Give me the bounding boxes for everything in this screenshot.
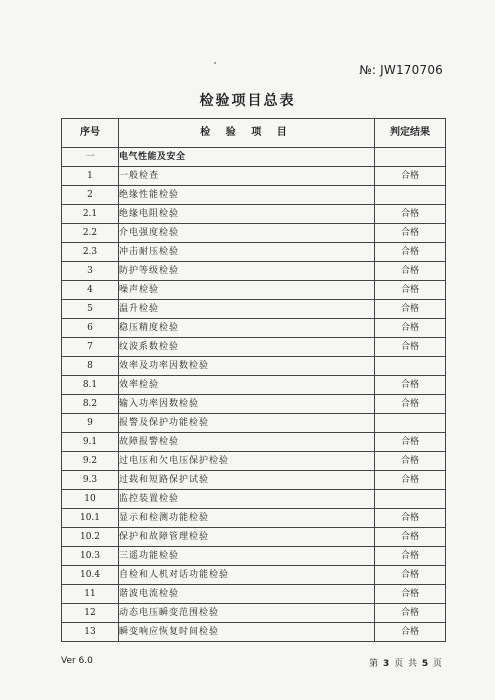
row-item: 输入功率因数检验 (119, 395, 375, 414)
table-row (62, 452, 446, 471)
row-item: 自检和人机对话功能检验 (119, 566, 375, 585)
table-row (62, 262, 446, 281)
row-seq: 10.2 (62, 528, 119, 547)
table-row (62, 167, 446, 186)
row-seq: 3 (62, 262, 119, 281)
row-result: 合格 (375, 547, 446, 566)
table-row (62, 490, 446, 509)
row-item: 显示和检测功能检验 (119, 509, 375, 528)
page-prefix: 第 (369, 659, 380, 669)
row-result: 合格 (375, 604, 446, 623)
row-seq: 2.3 (62, 243, 119, 262)
row-result: 合格 (375, 509, 446, 528)
table-row (62, 471, 446, 490)
row-item: 故障报警检验 (119, 433, 375, 452)
table-row (62, 623, 446, 642)
row-result: 合格 (375, 224, 446, 243)
row-item: 过载和短路保护试验 (119, 471, 375, 490)
row-seq: 一 (62, 148, 119, 167)
table-row (62, 319, 446, 338)
row-result: 合格 (375, 338, 446, 357)
row-item: 稳压精度检验 (119, 319, 375, 338)
row-seq: 7 (62, 338, 119, 357)
row-seq: 4 (62, 281, 119, 300)
header-result: 判定结果 (375, 119, 446, 148)
row-item: 三遥功能检验 (119, 547, 375, 566)
row-seq: 5 (62, 300, 119, 319)
row-item: 监控装置检验 (119, 490, 375, 509)
row-result: 合格 (375, 566, 446, 585)
row-seq: 8.2 (62, 395, 119, 414)
row-item: 冲击耐压检验 (119, 243, 375, 262)
page-indicator (369, 656, 443, 669)
row-seq: 10 (62, 490, 119, 509)
row-result: 合格 (375, 300, 446, 319)
row-item: 报警及保护功能检验 (119, 414, 375, 433)
table-row (62, 300, 446, 319)
row-result: 合格 (375, 243, 446, 262)
row-result: 合格 (375, 262, 446, 281)
row-item: 绝缘性能检验 (119, 186, 375, 205)
row-item: 绝缘电阻检验 (119, 205, 375, 224)
table-row (62, 585, 446, 604)
table-section-row (62, 148, 446, 167)
row-result (375, 148, 446, 167)
row-item: 动态电压瞬变范围检验 (119, 604, 375, 623)
row-item: 介电强度检验 (119, 224, 375, 243)
row-seq: 8 (62, 357, 119, 376)
header-seq: 序号 (62, 119, 119, 148)
table-row (62, 376, 446, 395)
row-seq: 2 (62, 186, 119, 205)
table-row (62, 509, 446, 528)
table-row (62, 414, 446, 433)
row-result: 合格 (375, 623, 446, 642)
row-item: 效率及功率因数检验 (119, 357, 375, 376)
row-result: 合格 (375, 319, 446, 338)
row-item: 过电压和欠电压保护检验 (119, 452, 375, 471)
row-item: 保护和故障管理检验 (119, 528, 375, 547)
row-item: 瞬变响应恢复时间检验 (119, 623, 375, 642)
row-seq: 11 (62, 585, 119, 604)
row-result (375, 357, 446, 376)
table-row (62, 224, 446, 243)
version-label: Ver 6.0 (61, 656, 93, 666)
row-seq: 9 (62, 414, 119, 433)
header-item: 检 验 项 目 (119, 119, 375, 148)
row-result: 合格 (375, 585, 446, 604)
row-item: 防护等级检验 (119, 262, 375, 281)
row-seq: 10.4 (62, 566, 119, 585)
row-item: 效率检验 (119, 376, 375, 395)
row-seq: 12 (62, 604, 119, 623)
table-header-row (62, 119, 446, 148)
row-result: 合格 (375, 167, 446, 186)
row-seq: 13 (62, 623, 119, 642)
row-seq: 2.2 (62, 224, 119, 243)
document-number: №: JW170706 (359, 63, 443, 77)
row-result: 合格 (375, 528, 446, 547)
table-row (62, 357, 446, 376)
row-seq: 2.1 (62, 205, 119, 224)
row-item: 谐波电流检验 (119, 585, 375, 604)
row-seq: 6 (62, 319, 119, 338)
row-result (375, 186, 446, 205)
row-seq: 9.3 (62, 471, 119, 490)
page-total: 5 (421, 659, 430, 669)
table-row (62, 186, 446, 205)
row-result: 合格 (375, 452, 446, 471)
row-item: 温升检验 (119, 300, 375, 319)
table-row (62, 604, 446, 623)
table-body (62, 148, 446, 642)
table-row (62, 395, 446, 414)
row-item: 噪声检验 (119, 281, 375, 300)
row-seq: 8.1 (62, 376, 119, 395)
row-result: 合格 (375, 205, 446, 224)
table-row (62, 243, 446, 262)
scan-speck (214, 62, 216, 64)
row-seq: 10.3 (62, 547, 119, 566)
row-result: 合格 (375, 281, 446, 300)
table-row (62, 528, 446, 547)
table-row (62, 338, 446, 357)
row-result: 合格 (375, 433, 446, 452)
page-mid: 页 共 (394, 659, 418, 669)
row-result: 合格 (375, 471, 446, 490)
table-row (62, 281, 446, 300)
inspection-items-table (61, 118, 446, 642)
row-item: 一般检查 (119, 167, 375, 186)
row-seq: 9.1 (62, 433, 119, 452)
row-result (375, 414, 446, 433)
row-seq: 10.1 (62, 509, 119, 528)
row-item: 纹波系数检验 (119, 338, 375, 357)
row-seq: 9.2 (62, 452, 119, 471)
row-item: 电气性能及安全 (119, 148, 375, 167)
row-seq: 1 (62, 167, 119, 186)
page-current: 3 (382, 659, 391, 669)
page-suffix: 页 (432, 659, 443, 669)
row-result (375, 490, 446, 509)
table-row (62, 205, 446, 224)
table-row (62, 547, 446, 566)
page-title: 检验项目总表 (199, 93, 296, 109)
row-result: 合格 (375, 376, 446, 395)
table-row (62, 433, 446, 452)
table-row (62, 566, 446, 585)
row-result: 合格 (375, 395, 446, 414)
